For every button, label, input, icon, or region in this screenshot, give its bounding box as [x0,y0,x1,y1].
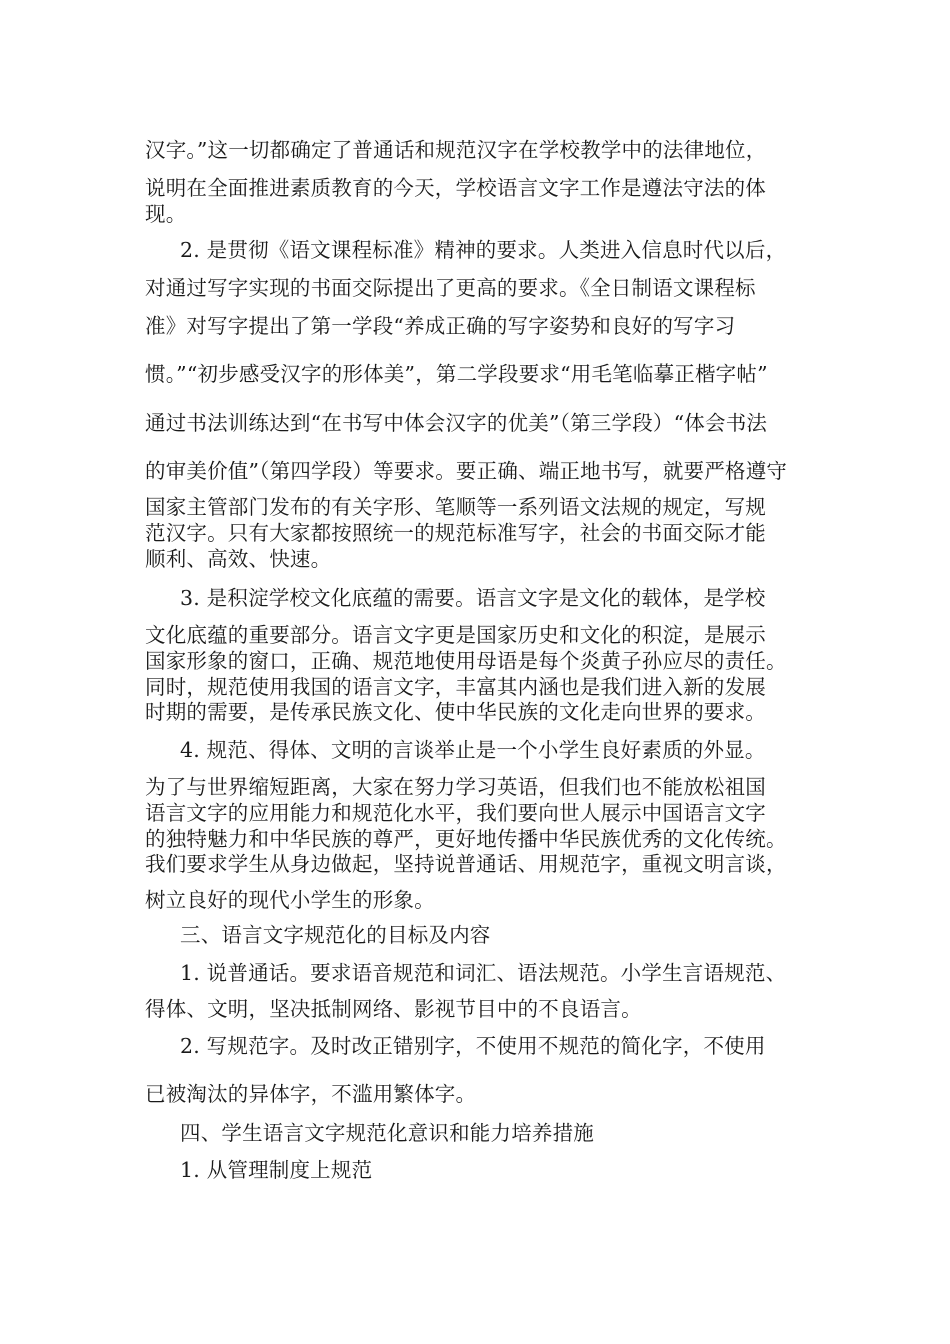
text-line: 的审美价值”（第四学段）等要求。要正确、端正地书写，就要严格遵守 [145,459,788,483]
text-line: 的独特魅力和中华民族的尊严，更好地传播中华民族优秀的文化传统。 [145,827,787,851]
text-line: 范汉字。只有大家都按照统一的规范标准写字，社会的书面交际才能 [145,521,766,545]
text-line: 顺利、高效、快速。 [145,547,332,571]
text-line: 得体、文明，坚决抵制网络、影视节目中的不良语言。 [145,997,642,1021]
text-line: 文化底蕴的重要部分。语言文字更是国家历史和文化的积淀，是展示 [145,623,766,647]
text-line: 说明在全面推进素质教育的今天，学校语言文字工作是遵法守法的体 [145,176,766,200]
text-line: 2. 是贯彻《语文课程标准》精神的要求。人类进入信息时代以后， [180,238,787,262]
section-heading: 三、语言文字规范化的目标及内容 [180,923,491,947]
text-line: 时期的需要，是传承民族文化、使中华民族的文化走向世界的要求。 [145,700,766,724]
text-line: 2. 写规范字。及时改正错别字，不使用不规范的简化字，不使用 [180,1034,766,1058]
text-line: 为了与世界缩短距离，大家在努力学习英语，但我们也不能放松祖国 [145,775,766,799]
text-line: 惯。”“初步感受汉字的形体美”，第二学段要求“用毛笔临摹正楷字帖” [145,362,768,386]
text-line: 汉字。”这一切都确定了普通话和规范汉字在学校教学中的法律地位， [145,138,767,162]
text-line: 树立良好的现代小学生的形象。 [145,888,435,912]
text-line: 已被淘汰的异体字，不滥用繁体字。 [145,1082,477,1106]
text-line: 通过书法训练达到“在书写中体会汉字的优美”（第三学段）“体会书法 [145,411,768,435]
text-line: 对通过写字实现的书面交际提出了更高的要求。《全日制语文课程标 [145,276,756,300]
section-heading: 四、学生语言文字规范化意识和能力培养措施 [180,1121,594,1145]
text-line: 1. 从管理制度上规范 [180,1158,373,1182]
text-line: 准》对写字提出了第一学段“养成正确的写字姿势和良好的写字习 [145,314,736,338]
text-line: 国家主管部门发布的有关字形、笔顺等一系列语文法规的规定，写规 [145,495,766,519]
text-line: 语言文字的应用能力和规范化水平，我们要向世人展示中国语言文字 [145,801,766,825]
text-line: 4. 规范、得体、文明的言谈举止是一个小学生良好素质的外显。 [180,738,766,762]
text-line: 3. 是积淀学校文化底蕴的需要。语言文字是文化的载体，是学校 [180,586,766,610]
text-line: 现。 [145,202,187,226]
text-line: 国家形象的窗口，正确、规范地使用母语是每个炎黄子孙应尽的责任。 [145,649,787,673]
text-line: 1. 说普通话。要求语音规范和词汇、语法规范。小学生言语规范、 [180,961,787,985]
text-line: 我们要求学生从身边做起，坚持说普通话、用规范字，重视文明言谈， [145,852,787,876]
text-line: 同时，规范使用我国的语言文字，丰富其内涵也是我们进入新的发展 [145,675,766,699]
